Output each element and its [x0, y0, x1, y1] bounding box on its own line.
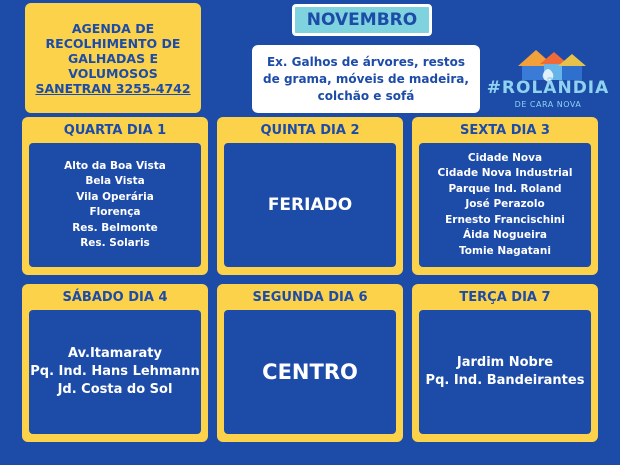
logo-text: #ROLÂNDIA: [486, 78, 610, 98]
logo-subtitle: DE CARA NOVA: [514, 100, 582, 109]
neighborhood-item: Cidade Nova Industrial: [437, 167, 573, 180]
agenda-title: [25, 3, 201, 113]
neighborhood-list: [29, 143, 201, 267]
neighborhood-item: Pq. Ind. Hans Lehmann: [30, 364, 200, 379]
neighborhood-item: Jd. Costa do Sol: [57, 382, 173, 397]
day-title: SEGUNDA DIA 6: [252, 290, 368, 305]
rolandia-logo: [484, 44, 612, 114]
neighborhood-list: [29, 310, 201, 434]
neighborhood-item: Pq. Ind. Bandeirantes: [425, 373, 585, 388]
example-line: colchão e sofá: [317, 88, 415, 103]
month-label: NOVEMBRO: [292, 4, 432, 36]
neighborhood-item: Bela Vista: [85, 175, 145, 187]
neighborhood-item: Parque Ind. Roland: [448, 182, 562, 195]
agenda-title-line: RECOLHIMENTO DE: [45, 35, 181, 51]
day-title: SÁBADO DIA 4: [62, 290, 168, 305]
neighborhood-list: [419, 143, 591, 267]
phone-number: SANETRAN 3255-4742: [35, 80, 191, 96]
example-line: de grama, móveis de madeira,: [263, 71, 469, 86]
neighborhood-item: Av.Itamaraty: [68, 346, 162, 361]
day-card-terca: [412, 284, 598, 442]
day-card-sexta: [412, 117, 598, 275]
example-line: Ex. Galhos de árvores, restos: [266, 54, 466, 69]
day-title: SEXTA DIA 3: [460, 123, 550, 138]
holiday-label: FERIADO: [267, 195, 353, 215]
neighborhood-item: Jardim Nobre: [456, 355, 554, 370]
neighborhood-item: Tomie Nagatani: [459, 244, 551, 257]
day-card-quarta: [22, 117, 208, 275]
example-text: [252, 45, 480, 113]
neighborhood-item: Florença: [89, 206, 141, 218]
day-title: TERÇA DIA 7: [459, 290, 551, 305]
agenda-title-line: AGENDA DE: [71, 20, 155, 36]
day-title: QUARTA DIA 1: [63, 123, 167, 138]
neighborhood-item: Res. Solaris: [80, 237, 150, 249]
agenda-title-line: VOLUMOSOS: [68, 65, 158, 81]
day-card-segunda: [217, 284, 403, 442]
neighborhood-item: José Perazolo: [465, 198, 545, 211]
neighborhood-item: Res. Belmonte: [72, 221, 158, 234]
day-card-quinta: [217, 117, 403, 275]
day-title: QUINTA DIA 2: [260, 123, 360, 138]
neighborhood-item: Cidade Nova: [467, 151, 543, 164]
neighborhood-list: [419, 310, 591, 434]
neighborhood-item: Alto da Boa Vista: [64, 159, 166, 172]
neighborhood-list: [224, 143, 396, 267]
neighborhood-item: CENTRO: [262, 360, 358, 384]
agenda-title-line: GALHADAS E: [68, 50, 158, 66]
neighborhood-list: [224, 310, 396, 434]
neighborhood-item: Áida Nogueira: [463, 229, 547, 242]
day-card-sabado: [22, 284, 208, 442]
neighborhood-item: Ernesto Francischini: [445, 213, 565, 226]
neighborhood-item: Vila Operária: [76, 190, 154, 203]
